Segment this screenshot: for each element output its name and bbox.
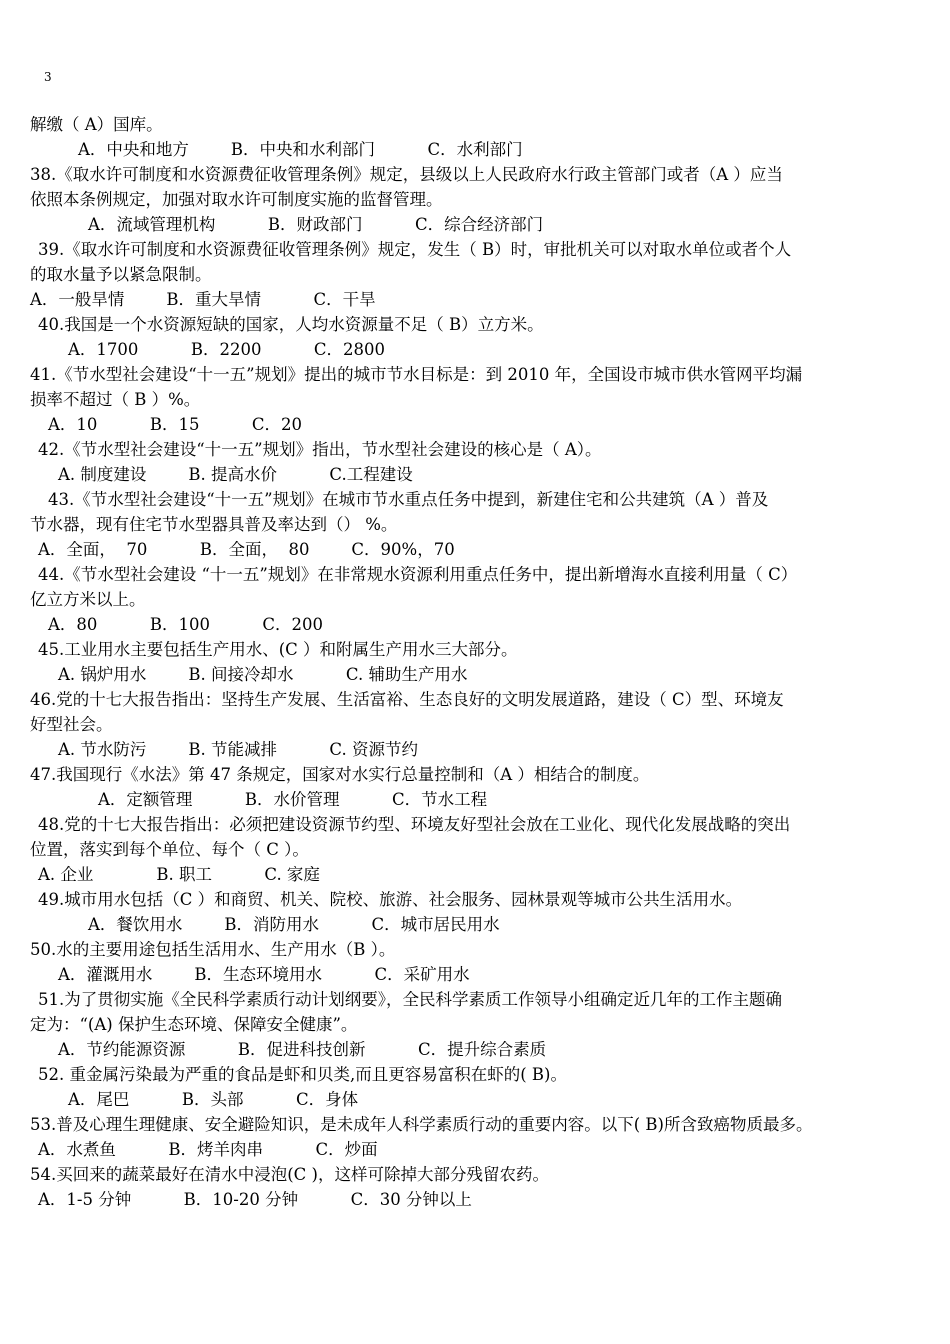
- answer-options-line: A．灌溉用水 B．生态环境用水 C．采矿用水: [58, 965, 470, 984]
- answer-options-line: A. 锅炉用水 B. 间接冷却水 C. 辅助生产用水: [58, 665, 468, 684]
- question-text-line: 51.为了贯彻实施《全民科学素质行动计划纲要》，全民科学素质工作领导小组确定近几年的工作主题确: [38, 990, 782, 1009]
- question-text-line: 依照本条例规定，加强对取水许可制度实施的监督管理。: [30, 190, 443, 209]
- question-text-line: 亿立方米以上。: [30, 590, 146, 609]
- answer-options-line: A. 企业 B. 职工 C. 家庭: [38, 865, 320, 884]
- question-text-line: 52. 重金属污染最为严重的食品是虾和贝类,而且更容易富积在虾的( B)。: [38, 1065, 567, 1084]
- question-text-line: 45.工业用水主要包括生产用水、(C ）和附属生产用水三大部分。: [38, 640, 518, 659]
- question-text-line: 43.《节水型社会建设“十一五”规划》在城市节水重点任务中提到，新建住宅和公共建筑（A ）普及: [48, 490, 769, 509]
- answer-options-line: A．水煮鱼 B．烤羊肉串 C．炒面: [38, 1140, 378, 1159]
- answer-options-line: A．定额管理 B．水价管理 C．节水工程: [98, 790, 488, 809]
- question-text-line: 41.《节水型社会建设“十一五”规划》提出的城市节水目标是：到 2010 年，全国设市城市供水管网平均漏: [30, 365, 803, 384]
- question-text-line: 解缴（ A）国库。: [30, 115, 163, 134]
- question-text-line: 46.党的十七大报告指出：坚持生产发展、生活富裕、生态良好的文明发展道路，建设（ C）型、环境友: [30, 690, 784, 709]
- question-text-line: 49.城市用水包括（C ）和商贸、机关、院校、旅游、社会服务、园林景观等城市公共生活用水。: [38, 890, 743, 909]
- answer-options-line: A．流域管理机构 B．财政部门 C．综合经济部门: [88, 215, 544, 234]
- question-text-line: 54.买回来的蔬菜最好在清水中浸泡(C )，这样可除掉大部分残留农药。: [30, 1165, 549, 1184]
- answer-options-line: A．中央和地方 B．中央和水利部门 C．水利部门: [78, 140, 523, 159]
- question-list: [30, 112, 902, 1212]
- answer-options-line: A．1700 B．2200 C．2800: [68, 340, 386, 359]
- question-text-line: 节水器，现有住宅节水型器具普及率达到（） %。: [30, 515, 398, 534]
- question-text-line: 定为：“(A) 保护生态环境、保障安全健康”。: [30, 1015, 358, 1034]
- answer-options-line: A．10 B．15 C．20: [48, 415, 303, 434]
- answer-options-line: A．餐饮用水 B．消防用水 C．城市居民用水: [88, 915, 500, 934]
- question-text-line: 44.《节水型社会建设 “十一五”规划》在非常规水资源利用重点任务中，提出新增海水直接利用量（ C）: [38, 565, 798, 584]
- question-text-line: 39.《取水许可制度和水资源费征收管理条例》规定，发生（ B）时，审批机关可以对取水单位或者个人: [38, 240, 792, 259]
- question-text-line: 47.我国现行《水法》第 47 条规定，国家对水实行总量控制和（A ）相结合的制度。: [30, 765, 650, 784]
- answer-options-line: A. 制度建设 B. 提高水价 C.工程建设: [58, 465, 413, 484]
- answer-options-line: A．一般旱情 B．重大旱情 C．干旱: [30, 290, 376, 309]
- question-text-line: 40.我国是一个水资源短缺的国家，人均水资源量不足（ B）立方米。: [38, 315, 544, 334]
- question-text-line: 50.水的主要用途包括生活用水、生产用水（B ）。: [30, 940, 396, 959]
- answer-options-line: A．1-5 分钟 B．10-20 分钟 C．30 分钟以上: [38, 1190, 472, 1209]
- question-text-line: 位置，落实到每个单位、每个（ C ）。: [30, 840, 309, 859]
- page-number: 3: [44, 70, 52, 84]
- answer-options-line: A．节约能源资源 B．促进科技创新 C．提升综合素质: [58, 1040, 547, 1059]
- question-text-line: 好型社会。: [30, 715, 113, 734]
- question-text-line: 53.普及心理生理健康、安全避险知识，是未成年人科学素质行动的重要内容。以下( B)所含致癌物质最多。: [30, 1115, 813, 1134]
- question-text-line: 42.《节水型社会建设“十一五”规划》指出，节水型社会建设的核心是（ A）。: [38, 440, 602, 459]
- question-text-line: 损率不超过（ B ）%。: [30, 390, 201, 409]
- answer-options-line: A．80 B．100 C．200: [48, 615, 324, 634]
- answer-options-line: A. 节水防污 B. 节能减排 C. 资源节约: [58, 740, 418, 759]
- answer-options-line: A．全面， 70 B．全面， 80 C．90%，70: [38, 540, 455, 559]
- question-text-line: 的取水量予以紧急限制。: [30, 265, 212, 284]
- question-text-line: 38.《取水许可制度和水资源费征收管理条例》规定，县级以上人民政府水行政主管部门或者（A ）应当: [30, 165, 783, 184]
- question-text-line: 48.党的十七大报告指出：必须把建设资源节约型、环境友好型社会放在工业化、现代化发展战略的突出: [38, 815, 791, 834]
- answer-options-line: A．尾巴 B．头部 C．身体: [68, 1090, 359, 1109]
